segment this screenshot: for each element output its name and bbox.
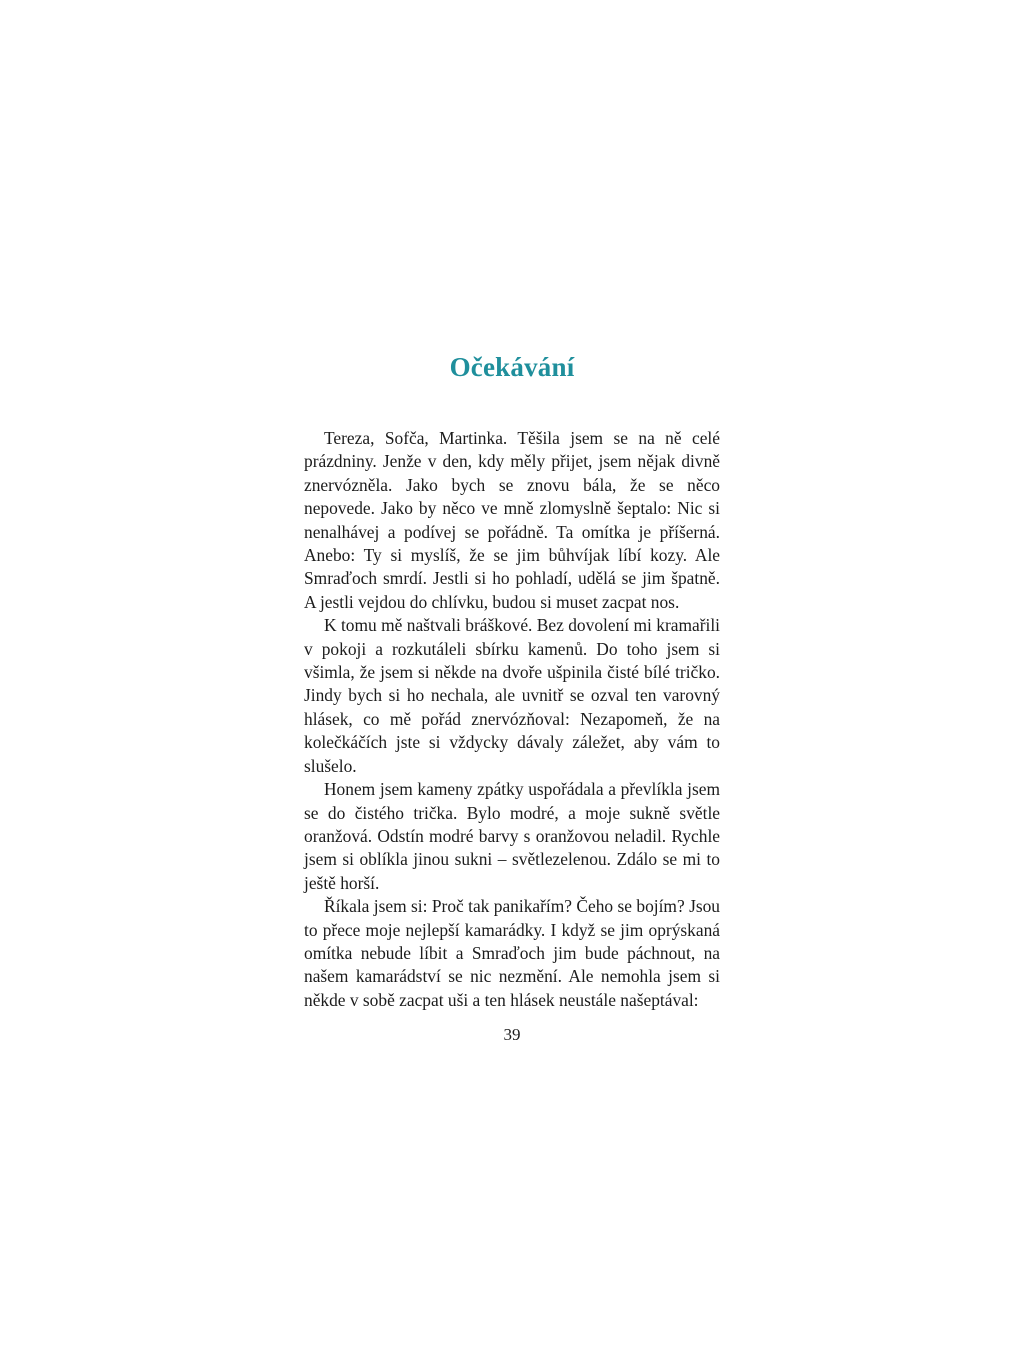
paragraph-4: Říkala jsem si: Proč tak panikařím? Čeho se bojím? Jsou to přece moje nejlepší kamarádky. I když se jim oprýskaná omítka nebude líbit a Smraďoch jim bude páchnout, na našem kamarádství se nic nezmění. Ale nemohla jsem si někde v sobě zacpat uši a ten hlásek neustále našeptával:: [304, 896, 720, 1010]
chapter-title: Očekávání: [449, 352, 575, 382]
page-number: 39: [503, 1025, 521, 1044]
paragraph-2: K tomu mě naštvali bráškové. Bez dovolení mi kramařili v pokoji a rozkutáleli sbírku kamenů. Do toho jsem si všimla, že jsem si někde na dvoře ušpinila čisté bílé tričko. Jindy bych si ho nechala, ale uvnitř se ozval ten varovný hlásek, co mě pořád znervózňoval: Nezapomeň, že na kolečkáčích jste si vždycky dávaly záležet, aby vám to slušelo.: [304, 615, 720, 776]
paragraph-3: Honem jsem kameny zpátky uspořádala a převlíkla jsem se do čistého trička. Bylo modré, a moje sukně světle oranžová. Odstín modré barvy s oranžovou neladil. Rychle jsem si oblíkla jinou sukni – světlezelenou. Zdálo se mi to ještě horší.: [304, 779, 720, 893]
chapter-body: [304, 427, 720, 1012]
paragraph-1: Tereza, Sofča, Martinka. Těšila jsem se na ně celé prázdniny. Jenže v den, kdy měly přijet, jsem nějak divně znervózněla. Jako bych se znovu bála, že se něco nepovede. Jako by něco ve mně zlomyslně šeptalo: Nic si nenalhávej a podívej se pořádně. Ta omítka je příšerná. Anebo: Ty si myslíš, že se jim bůhvíjak líbí kozy. Ale Smraďoch smrdí. Jestli si ho pohladí, udělá se jim špatně. A jestli vejdou do chlívku, budou si muset zacpat nos.: [304, 428, 720, 612]
